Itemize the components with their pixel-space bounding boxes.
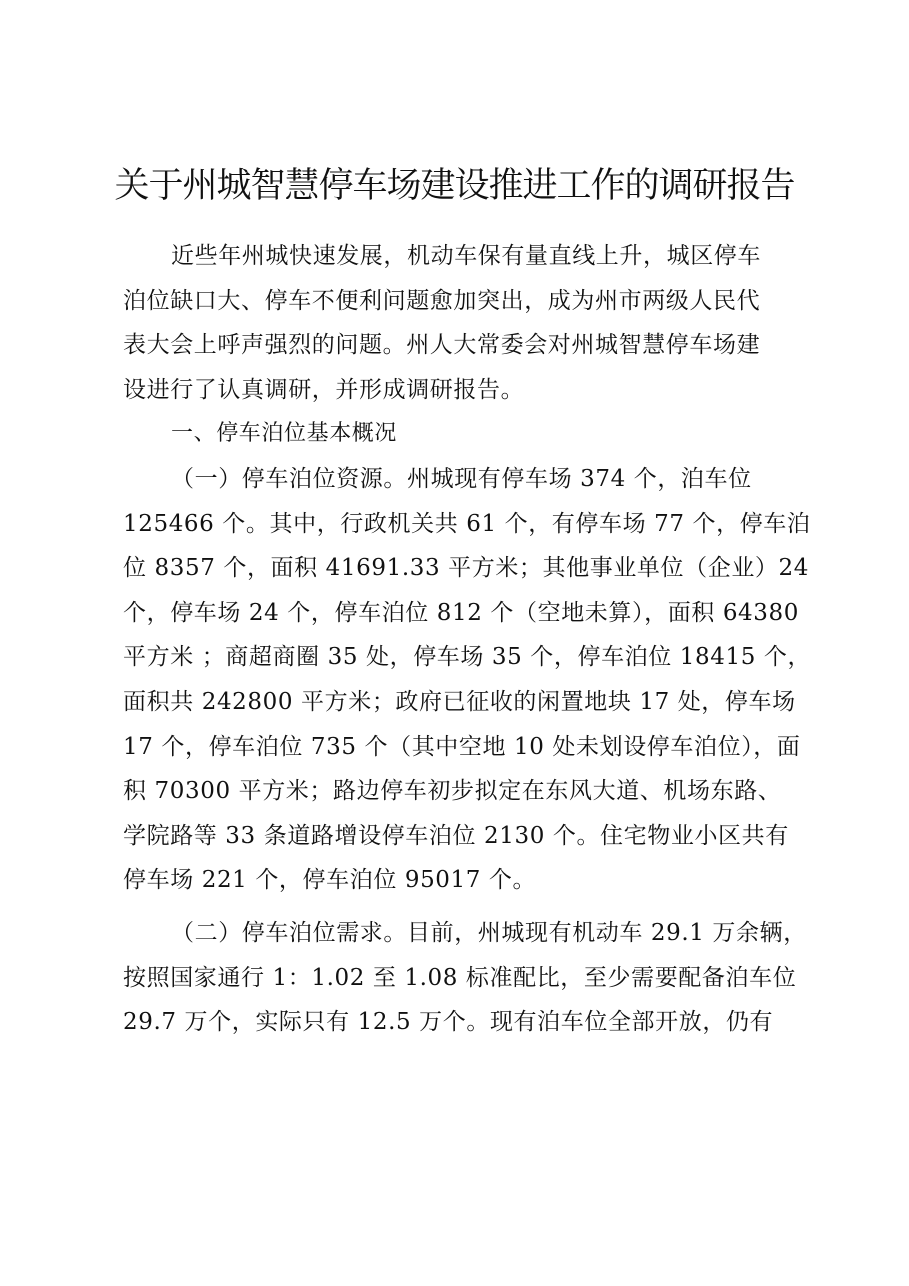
text-line: 停车场 221 个，停车泊位 95017 个。 (123, 867, 537, 894)
section-heading: 一、停车泊位基本概况 (171, 421, 398, 447)
text-line: 125466 个。其中，行政机关共 61 个，有停车场 77 个，停车泊 (123, 510, 811, 537)
text-line: 位 8357 个，面积 41691.33 平方米；其他事业单位（企业）24 (123, 555, 809, 582)
text-line: 个，停车场 24 个，停车泊位 812 个（空地未算），面积 64380 (123, 599, 799, 626)
text-line: 面积共 242800 平方米；政府已征收的闲置地块 17 处，停车场 (123, 688, 796, 715)
text-line: 29.7 万个，实际只有 12.5 万个。现有泊车位全部开放，仍有 (123, 1009, 774, 1036)
text-line: 泊位缺口大、停车不便利问题愈加突出，成为州市两级人民代 (123, 287, 761, 314)
text-line: 近些年州城快速发展，机动车保有量直线上升，城区停车 (171, 243, 761, 269)
paragraph-parking-demand (123, 911, 813, 1045)
text-line: 17 个，停车泊位 735 个（其中空地 10 处未划设停车泊位），面 (123, 733, 801, 760)
document-title: 关于州城智慧停车场建设推进工作的调研报告 (114, 166, 795, 206)
text-line: 平方米 ；商超商圈 35 处，停车场 35 个，停车泊位 18415 个， (123, 644, 812, 671)
text-line: 学院路等 33 条道路增设停车泊位 2130 个。住宅物业小区共有 (123, 822, 789, 849)
document-body (123, 234, 813, 1045)
paragraph-spacer (123, 903, 813, 911)
text-line: 积 70300 平方米；路边停车初步拟定在东风大道、机场东路、 (123, 778, 782, 805)
text-line: （一）停车泊位资源。州城现有停车场 374 个，泊车位 (171, 465, 752, 492)
text-line: 设进行了认真调研，并形成调研报告。 (123, 376, 525, 403)
paragraph-parking-resources (123, 457, 813, 903)
paragraph-intro (123, 234, 813, 412)
text-line: （二）停车泊位需求。目前，州城现有机动车 29.1 万余辆， (171, 919, 807, 946)
text-line: 按照国家通行 1：1.02 至 1.08 标准配比，至少需要配备泊车位 (123, 964, 797, 991)
text-line: 表大会上呼声强烈的问题。州人大常委会对州城智慧停车场建 (123, 332, 761, 359)
